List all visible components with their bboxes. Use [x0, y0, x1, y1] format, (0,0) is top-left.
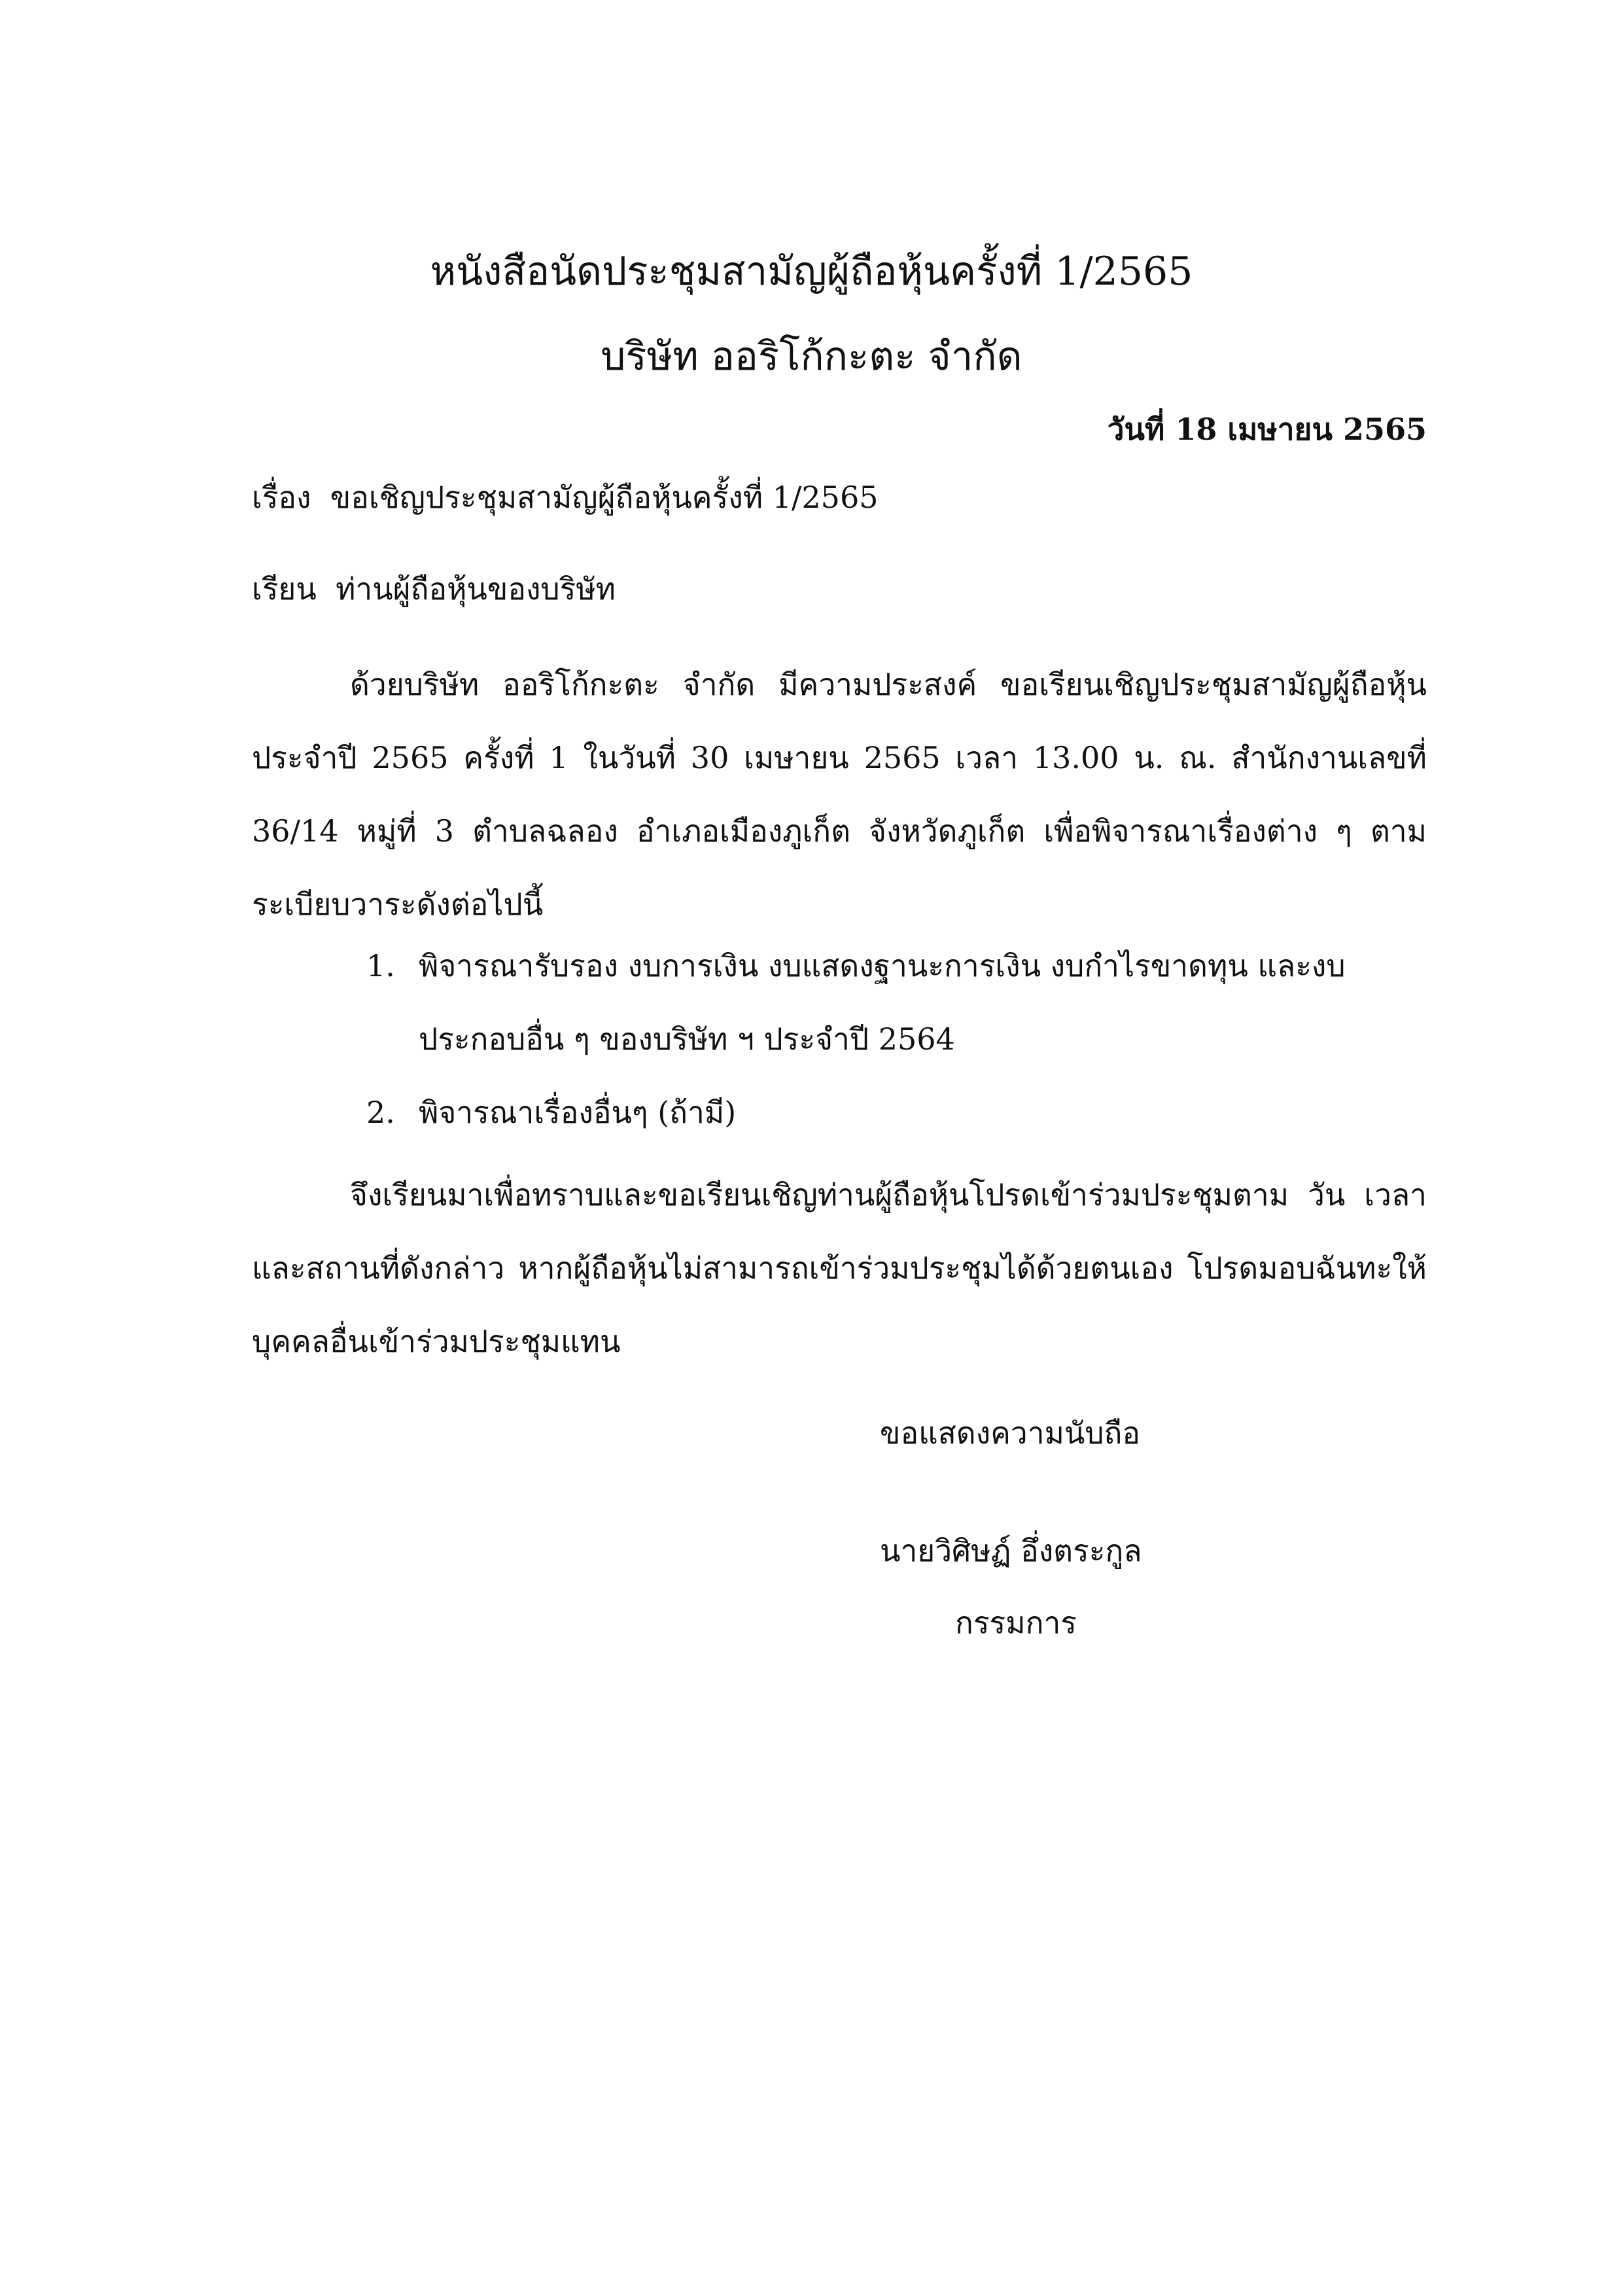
- subject-label: เรื่อง: [252, 480, 311, 515]
- document-title: หนังสือนัดประชุมสามัญผู้ถือหุ้นครั้งที่ 1/2565: [430, 249, 1193, 294]
- agenda-item: [366, 929, 1413, 1076]
- signer-title: กรรมการ: [955, 1605, 1077, 1640]
- document-date: วันที่ 18 เมษายน 2565: [1107, 412, 1427, 447]
- signer-name: นายวิศิษฏ์ อึ่งตระกูล: [880, 1533, 1142, 1568]
- company-name: บริษัท ออริโก้กะตะ จำกัด: [601, 334, 1022, 380]
- agenda-item: [366, 1076, 1413, 1149]
- subject-line: [252, 478, 878, 517]
- agenda-item-number: 2.: [366, 1095, 395, 1130]
- body-paragraph: [252, 648, 1427, 941]
- regards-line: ขอแสดงความนับถือ: [880, 1415, 1141, 1451]
- closing-paragraph-text: จึงเรียนมาเพื่อทราบและขอเรียนเชิญท่านผู้ถือหุ้นโปรดเข้าร่วมประชุมตาม วัน เวลา และสถานที่ดังกล่าว หากผู้ถือหุ้นไม่สามารถเข้าร่วมประชุมได้ด้วยตนเอง โปรดมอบฉันทะให้บุคคลอื่นเข้าร่วมประชุมแทน: [252, 1177, 1427, 1359]
- recipient-line: [252, 569, 616, 609]
- agenda-item-text: พิจารณารับรอง งบการเงิน งบแสดงฐานะการเงิน งบกำไรขาดทุน และงบประกอบอื่น ๆ ของบริษัท ฯ ประจำปี 2564: [419, 948, 1346, 1057]
- recipient-label: เรียน: [252, 571, 317, 607]
- agenda-list: [366, 929, 1413, 1149]
- agenda-item-number: 1.: [366, 948, 395, 983]
- subject-text: ขอเชิญประชุมสามัญผู้ถือหุ้นครั้งที่ 1/2565: [330, 480, 879, 515]
- closing-paragraph: [252, 1158, 1427, 1378]
- agenda-item-text: พิจารณาเรื่องอื่นๆ (ถ้ามี): [419, 1095, 737, 1130]
- recipient-text: ท่านผู้ถือหุ้นของบริษัท: [336, 571, 616, 607]
- body-paragraph-text: ด้วยบริษัท ออริโก้กะตะ จำกัด มีความประสงค์ ขอเรียนเชิญประชุมสามัญผู้ถือหุ้นประจำปี 2565 ครั้งที่ 1 ในวันที่ 30 เมษายน 2565 เวลา 13.00 น. ณ. สำนักงานเลขที่ 36/14 หมู่ที่ 3 ตำบลฉลอง อำเภอเมืองภูเก็ต จังหวัดภูเก็ต เพื่อพิจารณาเรื่องต่าง ๆ ตามระเบียบวาระดังต่อไปนี้: [252, 667, 1427, 922]
